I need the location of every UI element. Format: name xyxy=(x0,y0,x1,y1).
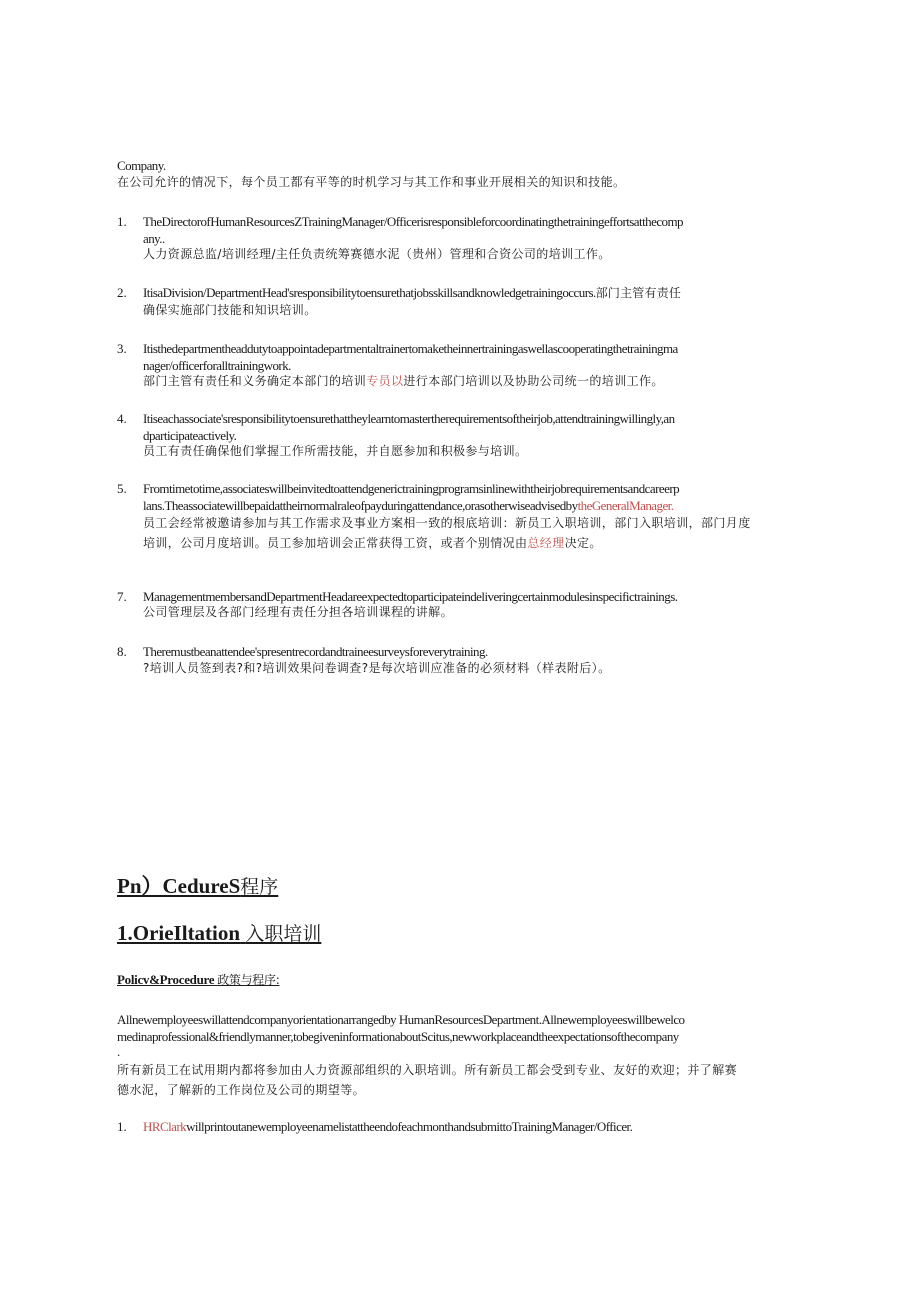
item-5-cn-line2 xyxy=(143,535,823,552)
orientation-cn-line1: 所有新员工在试用期内都将参加由人力资源部组织的入职培训。所有新员工都会受到专业、友好的欢迎；并了解赛 xyxy=(117,1063,738,1077)
orientation-heading xyxy=(117,920,321,947)
item-5-en-line1: Fromtimetotime,associateswillbeinvitedtoattendgenerictrainingprogramsinlinewiththeirjobrequirementsandcareerp xyxy=(143,481,680,496)
procedures-heading-en: Pn）CedureS xyxy=(117,874,241,898)
item-1-number: 1. xyxy=(117,214,127,229)
orientation-heading-cn: 入职培训 xyxy=(245,923,322,945)
item-3-en-line1: Itisthedepartmentheaddutytoappointadepartmentaltrainertomaketheinnertrainingaswellascooperatingthetrainingma xyxy=(143,341,678,356)
intro-company-text: Company. xyxy=(117,158,166,173)
item-3-cn-line xyxy=(143,373,823,390)
item-5-en-text: lans.Theassociatewillbepaidattheirnormalraleofpayduringattendance,orasotherwiseadvisedby xyxy=(143,498,578,513)
item-4-en-line2: dparticipateactively. xyxy=(143,428,237,443)
policy-heading-en: Policv&Procedure xyxy=(117,972,215,987)
orientation-step-1-line xyxy=(143,1118,823,1135)
item-2-cn-inline: 部门主管有责任 xyxy=(595,286,682,300)
item-5-en-highlight: theGeneralManager. xyxy=(577,498,674,513)
item-5-cn-highlight: 总经理 xyxy=(527,536,565,550)
procedures-heading-cn: 程序 xyxy=(240,876,279,898)
item-4-en-line1: Itiseachassociate'sresponsibilitytoensurethattheylearntomastertherequirementsoftheirjob,attendtrainingwillingly,an xyxy=(143,411,675,426)
item-1-cn-text: 人力资源总监/培训经理/主任负责统筹赛德水泥（贵州）管理和合资公司的培训工作。 xyxy=(143,247,611,261)
item-3-cn-b: 进行本部门培训以及协助公司统一的培训工作。 xyxy=(403,374,664,388)
orientation-step-1-number: 1. xyxy=(117,1119,127,1134)
item-3-en-line2: nager/officerforalltrainingwork. xyxy=(143,358,291,373)
item-2-cn-text: 确保实施部门技能和知识培训。 xyxy=(143,303,317,317)
intro-cn-text: 在公司允许的情况下，每个员工都有平等的时机学习与其工作和事业开展相关的知识和技能。 xyxy=(117,175,626,189)
item-2-number: 2. xyxy=(117,285,127,300)
item-2-en-line1 xyxy=(143,284,823,302)
item-7-en-line1: ManagementmembersandDepartmentHeadareexpectedtoparticipateindeliveringcertainmodulesinspecifictrainings. xyxy=(143,589,678,604)
item-3-number: 3. xyxy=(117,341,127,356)
item-1-en-line2: any.. xyxy=(143,231,165,246)
item-7-cn-text: 公司管理层及各部门经理有责任分担各培训课程的讲解。 xyxy=(143,605,454,619)
item-5-cn-line1: 员工会经常被邀请参加与其工作需求及事业方案相一致的根底培训：新员工入职培训，部门入职培训，部门月度 xyxy=(143,516,751,530)
item-7-number: 7. xyxy=(117,589,127,604)
item-8-number: 8. xyxy=(117,644,127,659)
orientation-en-line1: Allnewemployeeswillattendcompanyorientationarrangedby HumanResourcesDepartment.Allnewemployeeswillbewelco xyxy=(117,1012,685,1027)
orientation-en-line3: . xyxy=(117,1044,120,1059)
item-4-cn-text: 员工有责任确保他们掌握工作所需技能，并自愿参加和积极参与培训。 xyxy=(143,444,528,458)
procedures-heading xyxy=(117,873,278,900)
policy-heading-cn: 政策与程序: xyxy=(217,973,280,987)
item-4-number: 4. xyxy=(117,411,127,426)
item-3-cn-a: 部门主管有责任和义务确定本部门的培训 xyxy=(143,374,367,388)
item-5-en-line2 xyxy=(143,497,823,514)
item-5-number: 5. xyxy=(117,481,127,496)
policy-procedure-heading xyxy=(117,971,279,989)
step-1-text: willprintoutanewemployeenamelistattheendofeachmonthandsubmittoTrainingManager/Officer. xyxy=(186,1119,633,1134)
item-2-en-text: ItisaDivision/DepartmentHead'sresponsibilitytoensurethatjobsskillsandknowledgetrainingoccurs. xyxy=(143,285,596,300)
orientation-heading-en: 1.OrieIltation xyxy=(117,921,241,945)
item-3-cn-highlight: 专员以 xyxy=(366,374,404,388)
step-1-highlight: HRClark xyxy=(143,1119,187,1134)
orientation-en-line2: medinaprofessional&friendlymanner,tobegiveninformationaboutScitus,newworkplaceandtheexpectationsofthecompany xyxy=(117,1029,679,1044)
item-1-en-line1: TheDirectorofHumanResourcesZTrainingManager/Officerisresponsibleforcoordinatingthetrainingeffortsatthecomp xyxy=(143,214,683,229)
item-8-cn-text: ?培训人员签到表?和?培训效果问卷调查?是每次培训应准备的必须材料（样表附后）。 xyxy=(143,661,611,675)
item-5-cn-a: 培训，公司月度培训。员工参加培训会正常获得工资，或者个别情况由 xyxy=(143,536,528,550)
item-5-cn-b: 决定。 xyxy=(564,536,602,550)
orientation-cn-line2: 德水泥，了解新的工作岗位及公司的期望等。 xyxy=(117,1083,366,1097)
item-8-en-line1: Theremustbeanattendee'spresentrecordandtraineesurveysforeverytraining. xyxy=(143,644,488,659)
